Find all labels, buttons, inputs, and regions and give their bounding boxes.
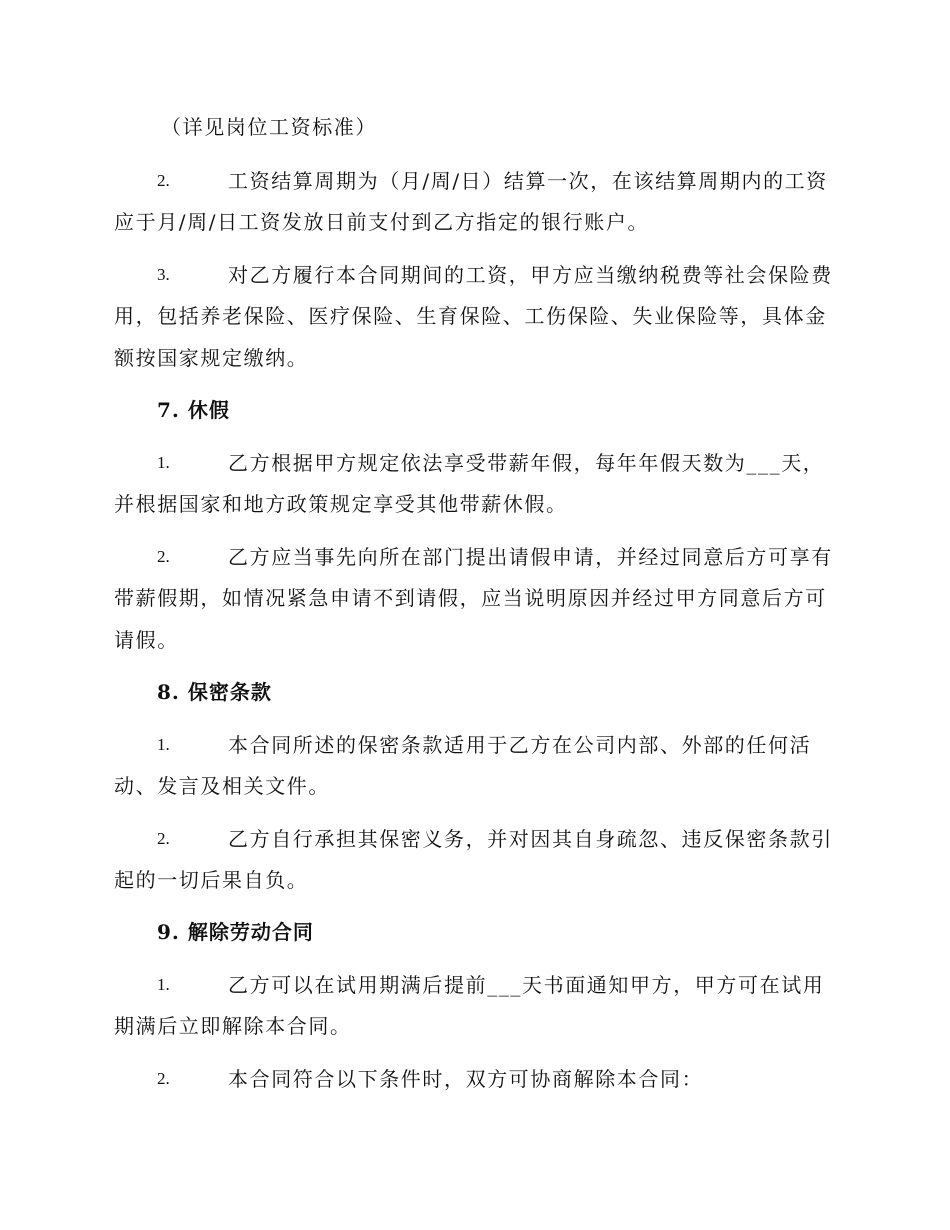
paragraph-line: 起的一切后果自负。	[114, 868, 309, 892]
paragraph-line: 乙方自行承担其保密义务，并对因其自身疏忽、违反保密条款引	[228, 827, 833, 851]
paragraph-line: 乙方应当事先向所在部门提出请假申请，并经过同意后方可享有	[228, 545, 833, 569]
list-number: 1.	[157, 975, 170, 994]
paragraph-line: 对乙方履行本合同期间的工资，甲方应当缴纳税费等社会保险费	[228, 263, 833, 287]
paragraph-line: 本合同所述的保密条款适用于乙方在公司内部、外部的任何活	[228, 733, 812, 757]
paragraph-line: 用，包括养老保险、医疗保险、生育保险、工伤保险、失业保险等，具体金	[114, 304, 827, 328]
paragraph-line: 乙方根据甲方规定依法享受带薪年假，每年年假天数为___天，	[228, 451, 825, 475]
section-heading: 7. 休假	[157, 398, 230, 422]
paragraph-line: 本合同符合以下条件时，双方可协商解除本合同：	[228, 1067, 704, 1091]
paragraph-line: 期满后立即解除本合同。	[114, 1014, 352, 1038]
list-number: 2.	[157, 829, 170, 848]
paragraph-line: 并根据国家和地方政策规定享受其他带薪休假。	[114, 492, 568, 516]
list-number: 3.	[157, 265, 170, 284]
paragraph-line: 应于月/周/日工资发放日前支付到乙方指定的银行账户。	[114, 210, 650, 234]
paragraph-line: 工资结算周期为（月/周/日）结算一次，在该结算周期内的工资	[228, 169, 828, 193]
paragraph-line: 动、发言及相关文件。	[114, 774, 330, 798]
paragraph-line: 带薪假期，如情况紧急申请不到请假，应当说明原因并经过甲方同意后方可	[114, 586, 827, 610]
section-heading: 8. 保密条款	[157, 680, 272, 704]
paragraph-line: 乙方可以在试用期满后提前___天书面通知甲方，甲方可在试用	[228, 973, 825, 997]
section-heading: 9. 解除劳动合同	[157, 920, 314, 944]
list-number: 1.	[157, 453, 170, 472]
paragraph-line: 额按国家规定缴纳。	[114, 346, 309, 370]
list-number: 2.	[157, 1069, 170, 1088]
list-number: 2.	[157, 171, 170, 190]
paragraph-line: 请假。	[114, 628, 179, 652]
list-number: 2.	[157, 547, 170, 566]
list-number: 1.	[157, 735, 170, 754]
paragraph-line: （详见岗位工资标准）	[161, 115, 377, 139]
